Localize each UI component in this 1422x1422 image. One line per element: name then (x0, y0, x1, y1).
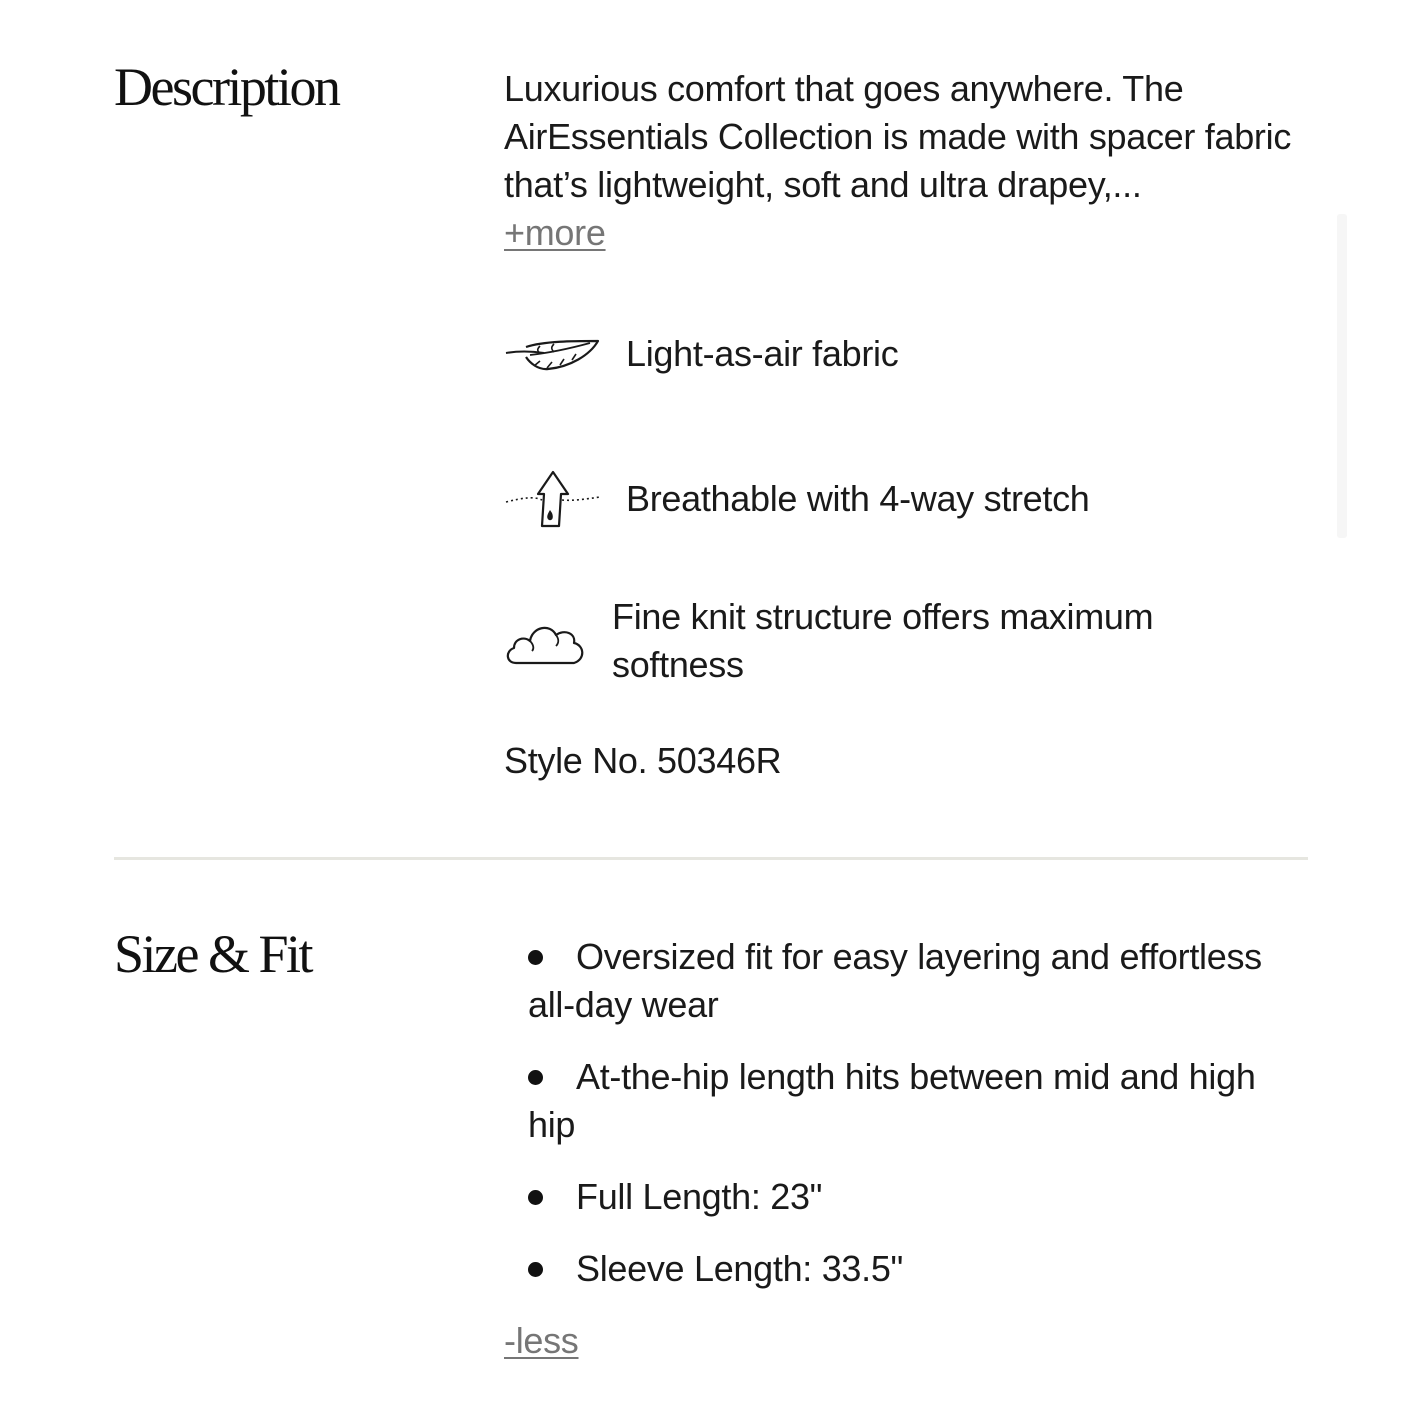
feature-light-fabric (504, 329, 898, 379)
scrollbar[interactable] (1337, 214, 1347, 538)
feature-breathable (504, 468, 1090, 530)
feature-soft-knit (504, 593, 1252, 689)
breathable-stretch-icon (504, 468, 602, 530)
list-item: Sleeve Length: 33.5" (528, 1245, 1288, 1293)
less-link[interactable]: -less (504, 1320, 579, 1361)
section-divider (114, 857, 1308, 860)
description-heading: Description (114, 57, 339, 117)
style-number: Style No. 50346R (504, 740, 782, 781)
more-link[interactable]: +more (504, 212, 606, 253)
list-item: At-the-hip length hits between mid and high hip (528, 1053, 1288, 1149)
feature-text: Breathable with 4-way stretch (626, 478, 1090, 519)
feature-text: Light-as-air fabric (626, 333, 899, 374)
feature-text: Fine knit structure offers maximum softness (612, 596, 1154, 685)
cloud-icon (504, 615, 586, 667)
description-text: Luxurious comfort that goes anywhere. The AirEssentials Collection is made with spacer fabric that’s lightweight, soft and ultra drapey,... (504, 68, 1292, 205)
list-item: Full Length: 23" (528, 1173, 1288, 1221)
size-fit-list (528, 933, 1288, 1317)
list-item: Oversized fit for easy layering and effortless all-day wear (528, 933, 1288, 1029)
feather-icon (504, 329, 600, 379)
size-fit-heading: Size & Fit (114, 924, 312, 984)
